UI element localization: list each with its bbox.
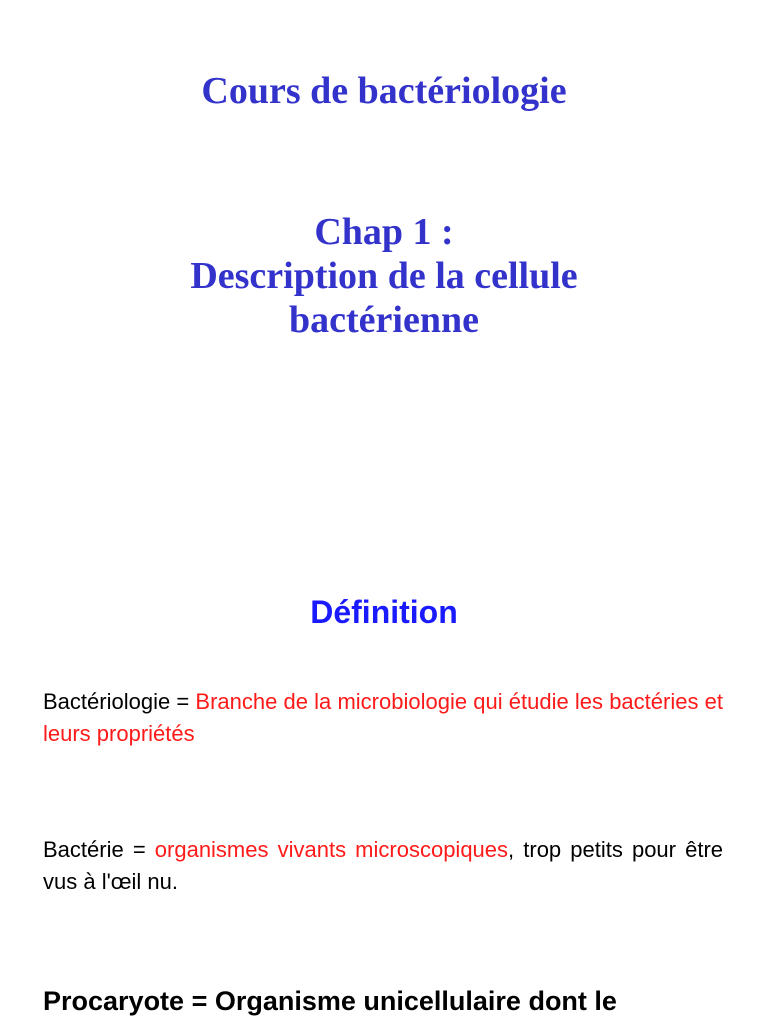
chapter-title [0, 210, 768, 342]
definition-procaryote: Procaryote = Organisme unicellulaire dont le [43, 986, 617, 1016]
chapter-title-line1: Description de la cellule [190, 255, 578, 297]
chapter-title-line2: bactérienne [289, 299, 479, 341]
definition-heading: Définition [310, 594, 458, 630]
course-title: Cours de bactériologie [201, 70, 567, 112]
definition-text-bacterie: , trop petits pour être vus à l'œil nu. [43, 837, 724, 894]
definition-bacterie [43, 834, 723, 898]
highlight-bacterie: organismes vivants microscopiques [154, 837, 509, 862]
chapter-number: Chap 1 : [314, 211, 454, 253]
term-bacteriologie: Bactériologie = [43, 689, 196, 714]
term-bacterie: Bactérie = [43, 837, 155, 862]
definition-text-bacteriologie: Branche de la microbiologie qui étudie les bactéries et leurs propriétés [43, 689, 723, 746]
definition-bacteriologie [43, 686, 723, 750]
